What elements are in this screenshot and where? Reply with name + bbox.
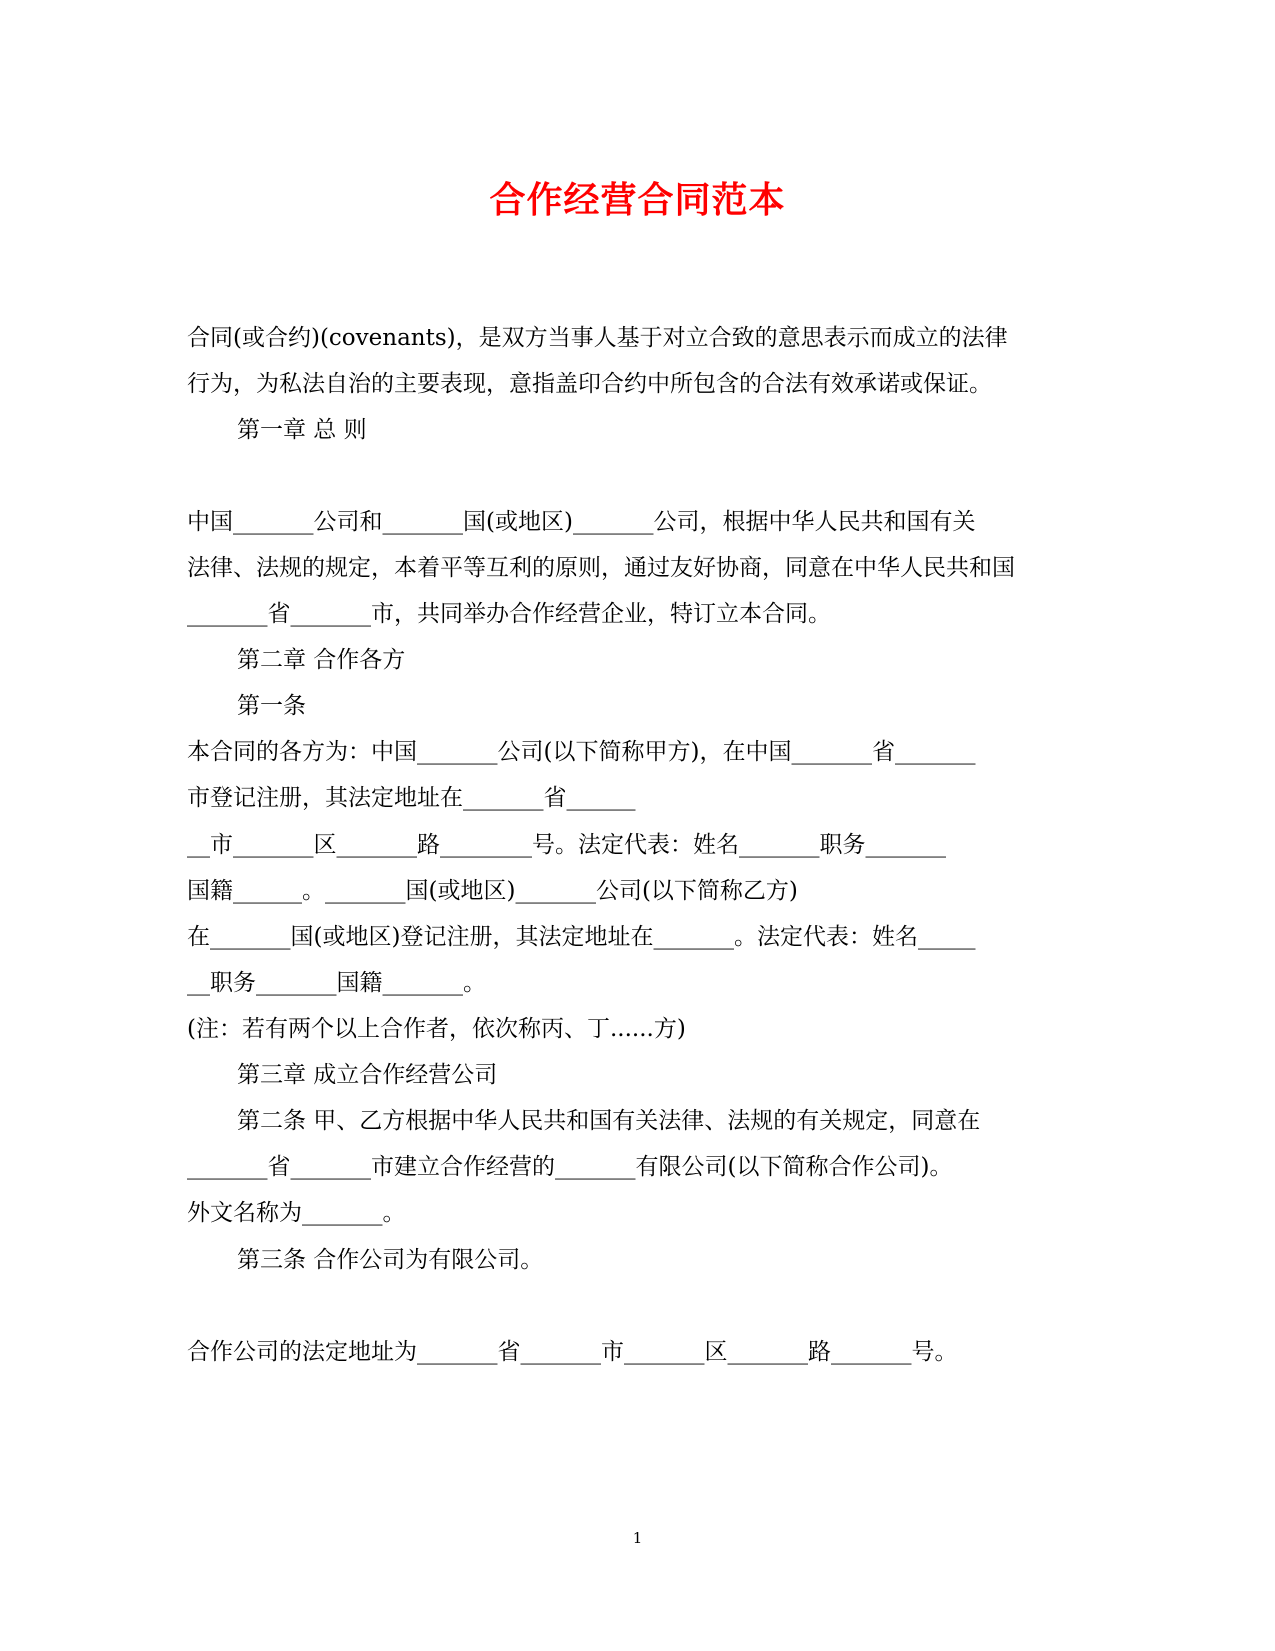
article-heading-1: 第一条 [237, 693, 306, 719]
note-line: (注：若有两个以上合作者，依次称丙、丁......方) [187, 1016, 686, 1042]
chapter-heading-3: 第三章 成立合作经营公司 [237, 1062, 498, 1088]
article-heading-3: 第三条 合作公司为有限公司。 [237, 1247, 544, 1273]
paragraph-line: 市登记注册，其法定地址在_______省______ [187, 785, 636, 811]
page-number: 1 [632, 1529, 643, 1547]
chapter-heading-1: 第一章 总 则 [237, 417, 367, 443]
paragraph-line: _______省_______市建立合作经营的_______有限公司(以下简称合作公司)。 [187, 1154, 953, 1180]
paragraph-line: 合作公司的法定地址为_______省_______市_______区_______路_______号。 [187, 1339, 958, 1365]
paragraph-line: 法律、法规的规定，本着平等互利的原则，通过友好协商，同意在中华人民共和国 [187, 555, 1015, 581]
paragraph-line: __职务_______国籍_______。 [187, 970, 486, 996]
paragraph-line: _______省_______市，共同举办合作经营企业，特订立本合同。 [187, 601, 831, 627]
paragraph-line: 在_______国(或地区)登记注册，其法定地址在_______。法定代表：姓名_____ [187, 924, 976, 950]
chapter-heading-2: 第二章 合作各方 [237, 647, 406, 673]
intro-line-2: 行为，为私法自治的主要表现，意指盖印合约中所包含的合法有效承诺或保证。 [187, 371, 992, 397]
paragraph-line: __市_______区_______路________号。法定代表：姓名_______职务_______ [187, 832, 946, 858]
article-heading-2: 第二条 甲、乙方根据中华人民共和国有关法律、法规的有关规定，同意在 [237, 1108, 981, 1134]
paragraph-line: 国籍______。_______国(或地区)_______公司(以下简称乙方) [187, 878, 798, 904]
paragraph-line: 外文名称为_______。 [187, 1200, 406, 1226]
paragraph-line: 中国_______公司和_______国(或地区)_______公司，根据中华人民共和国有关 [187, 509, 976, 535]
document-title: 合作经营合同范本 [489, 179, 786, 221]
paragraph-line: 本合同的各方为：中国_______公司(以下简称甲方)，在中国_______省_______ [187, 739, 976, 765]
intro-line-1: 合同(或合约)(covenants)，是双方当事人基于对立合致的意思表示而成立的法律 [187, 325, 1008, 351]
